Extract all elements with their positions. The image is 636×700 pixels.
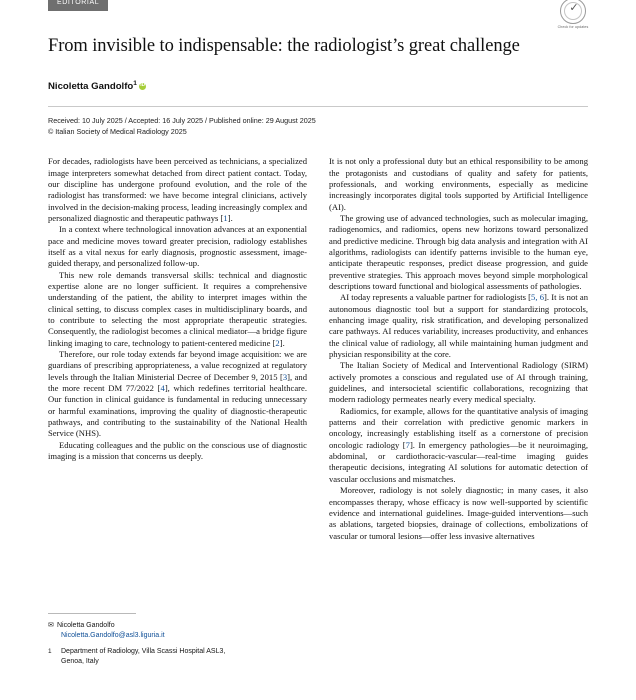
- paragraph: The growing use of advanced technologies, such as molecular imaging, radiogenomics, and radiomics, opens new horizons toward personalized and predictive medicine. Through big data analysis and integration with AI algorithms, radiologists can identify patterns invisible to the human eye, anticipate therapeutic responses, predict disease progression, and guide preventive strategies. This approach moves beyond simple morphological descriptions toward functional and biological assessments of pathologies.: [329, 212, 588, 291]
- crossmark-label: Check for updates: [557, 25, 589, 29]
- citation-link[interactable]: 4: [160, 383, 165, 394]
- paragraph: In a context where technological innovation advances at an exponential pace and medicine moves toward greater precision, radiology establishes itself as a vital nexus for early diagnosis, prognostic assessment, image-guided therapy, and personalized follow-up.: [48, 224, 307, 269]
- footnote-affiliation-line-1: Department of Radiology, Villa Scassi Hospital ASL3,: [61, 648, 226, 655]
- paragraph: Moreover, radiology is not solely diagnostic; in many cases, it also encompasses therapy, whose efficacy is now well-supported by scientific evidence and international guidelines. Image-guided interventions—such as ablations, targeted biopsies, drainage of collections, embolizations of vascular or tumoral lesions—offer less invasive alternatives: [329, 485, 588, 541]
- left-column: [48, 156, 307, 542]
- footnote-contact: [48, 621, 307, 631]
- footnote-block: [48, 613, 307, 667]
- check-icon: ✓: [569, 2, 579, 14]
- copyright-line: © Italian Society of Medical Radiology 2025: [48, 126, 187, 136]
- citation-link[interactable]: 7: [405, 439, 410, 450]
- paragraph: This new role demands transversal skills: technical and diagnostic expertise alone are no longer sufficient. It requires a comprehensive understanding of the patient, the ability to interpret images within the clinical setting, to discuss complex cases in multidisciplinary boards, and to contribute to selecting the most appropriate therapeutic strategies. Consequently, the radiologist becomes a clinical mediator—a bridge figure linking imaging to care, technology to patient-centered medicine [2].: [48, 269, 307, 348]
- footnote-email-link[interactable]: Nicoletta.Gandolfo@asl3.liguria.it: [61, 632, 165, 639]
- footnote-divider: [48, 613, 136, 614]
- citation-link[interactable]: 3: [282, 371, 288, 382]
- paragraph: The Italian Society of Medical and Interventional Radiology (SIRM) actively promotes a conscious and regulated use of AI through training, guidelines, and intersocietal scientific collaborations, recognizing that modern radiology permeates nearly every medical specialty.: [329, 360, 588, 405]
- citation-link[interactable]: 1: [223, 212, 228, 223]
- paragraph: Educating colleagues and the public on the conscious use of diagnostic imaging is a mission that concerns us deeply.: [48, 439, 307, 462]
- footnote-affiliation: [48, 647, 307, 667]
- paragraph: Radiomics, for example, allows for the quantitative analysis of imaging patterns and their correlation with predictive genomic markers in oncology, increasingly establishing itself as a cornerstone of precision oncologic radiology [7]. In emergency pathologies—be it neuroimaging, abdominal, or cardiothoracic-vascular—real-time imaging guides therapeutic decisions, integrating AI solutions for automatic detection of vascular occlusions and mismatches.: [329, 405, 588, 484]
- author-name: Nicoletta Gandolfo: [48, 81, 134, 93]
- citation-link[interactable]: 5, 6: [531, 292, 545, 303]
- divider: [48, 106, 588, 107]
- page-title: From invisible to indispensable: the radiologist’s great challenge: [48, 36, 520, 56]
- right-column: [329, 156, 588, 542]
- envelope-icon: ✉: [48, 622, 54, 629]
- article-history: Received: 10 July 2025 / Accepted: 16 July 2025 / Published online: 29 August 2025: [48, 116, 316, 126]
- paragraph: Therefore, our role today extends far beyond image acquisition: we are guardians of prescribing appropriateness, a value recognized at regulatory levels through the Italian Ministerial Decree of December 9, 2015 [3], and the more recent DM 77/2022 [4], which redefines territorial healthcare. Our function in clinical guidance is fundamental in reducing unnecessary or harmful examinations, improving the quality of diagnostic-therapeutic pathways, and contributing to the sustainability of the National Health Service (NHS).: [48, 349, 307, 439]
- paragraph: It is not only a professional duty but an ethical responsibility to be among the protagonists and custodians of quality and safety for patients, professionals, and working environments, especially as medicine increasingly incorporates digital tools supported by Artificial Intelligence (AI).: [329, 156, 588, 212]
- orcid-icon[interactable]: [139, 83, 147, 91]
- section-tag-editorial: EDITORIAL: [48, 0, 108, 11]
- citation-link[interactable]: 2: [275, 337, 280, 348]
- crossmark-badge[interactable]: [556, 0, 590, 28]
- author-line: [48, 80, 588, 92]
- author-affiliation-marker: 1: [133, 80, 137, 87]
- footnote-affiliation-line-2: Genoa, Italy: [61, 658, 99, 665]
- footnote-contact-name: Nicoletta Gandolfo: [57, 622, 115, 629]
- footnote-affiliation-marker: 1: [48, 648, 52, 655]
- body-columns: [48, 156, 588, 542]
- footnote-email-line[interactable]: [48, 631, 307, 641]
- paragraph: For decades, radiologists have been perceived as technicians, a specialized image interpreters somewhat detached from direct patient contact. Today, our discipline has undergone profound evolution, and the role of the radiologist has transformed: we have become integral clinicians, actively involved in the decision-making process, leading increasingly complex and personalized diagnostic and therapeutic pathways [1].: [48, 156, 307, 223]
- crossmark-circle: [560, 0, 586, 24]
- paragraph: AI today represents a valuable partner for radiologists [5, 6]. It is not an autonomous diagnostic tool but a support for standardizing protocols, enhancing image quality, risk stratification, and developing personalized care pathways. AI reduces variability, increases productivity, and enhances the clinical value of radiology, all while maintaining human judgment and physician responsibility at the core.: [329, 292, 588, 360]
